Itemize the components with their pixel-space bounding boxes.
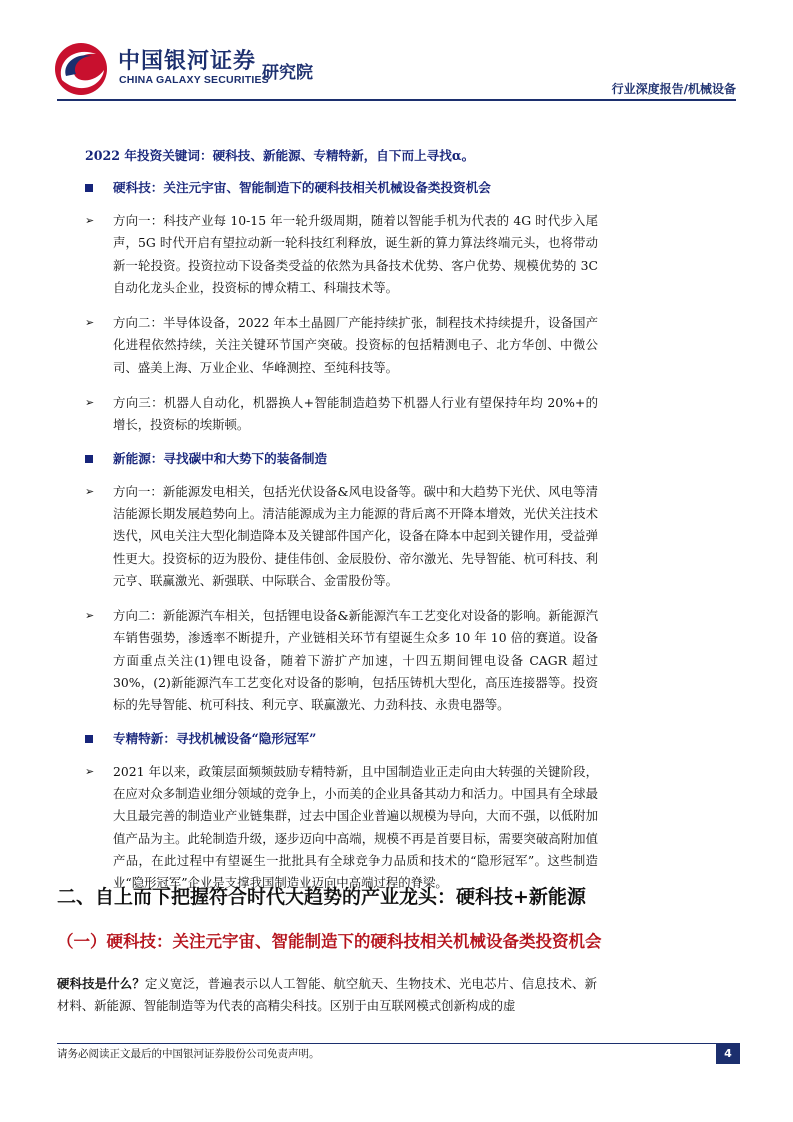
institute-label: 研究院	[262, 63, 313, 83]
bullet-item: ➢ 方向一：新能源发电相关，包括光伏设备&风电设备等。碳中和大趋势下光伏、风电等清洁能源长期发展趋势向上。清洁能源成为主力能源的背后离不开降本增效，光伏关注技术迭代，风电关注大型化制造降本及关键部件国产化，设备在降本中起到关键作用，受益弹性更大。投资标的迈为股份、捷佳伟创、金辰股份、帝尔激光、先导智能、杭可科技、利元亨、联赢激光、新强联、中际联合、金雷股份等。	[85, 481, 598, 592]
paragraph-text: 定义宽泛，普遍表示以人工智能、航空航天、生物技术、光电芯片、信息技术、新材料、新能源、智能制造等为代表的高精尖科技。区别于由互联网模式创新构成的虚	[57, 976, 598, 1014]
company-name-cn: 中国银河证券	[118, 49, 257, 74]
bullet-item: ➢ 方向一：科技产业每 10-15 年一轮升级周期，随着以智能手机为代表的 4G 时代步入尾声，5G 时代开启有望拉动新一轮科技红利释放，诞生新的算力算法终端元头，也将带动新一轮投资。投资拉动下设备类受益的依然为具备技术优势、客户优势、规模优势的 3C 自动化龙头企业，投资标的博众精工、科瑞技术等。	[85, 210, 598, 299]
body-paragraph	[57, 973, 597, 1017]
report-body	[85, 147, 598, 907]
bullet-item: ➢ 方向三：机器人自动化，机器换人+智能制造趋势下机器人行业有望保持年均 20%+的增长，投资标的埃斯顿。	[85, 392, 598, 437]
report-type: 行业深度报告/机械设备	[611, 82, 736, 96]
galaxy-logo-icon	[52, 40, 110, 98]
arrow-bullet-icon: ➢	[85, 609, 95, 623]
chapter-heading: 二、自上而下把握符合时代大趋势的产业龙头：硬科技+新能源	[57, 886, 586, 908]
square-bullet-icon	[85, 735, 93, 743]
section-heading: 新能源：寻找碳中和大势下的装备制造	[85, 450, 598, 468]
section-heading: 专精特新：寻找机械设备“隐形冠军”	[85, 730, 598, 748]
bullet-item: ➢ 方向二：新能源汽车相关，包括锂电设备&新能源汽车工艺变化对设备的影响。新能源汽车销售强势，渗透率不断提升，产业链相关环节有望诞生众多 10 年 10 倍的赛道。设备方面重点关注(1)锂电设备，随着下游扩产加速，十四五期间锂电设备 CAGR 超过 30%，(2)新能源汽车工艺变化对设备的影响，包括压铸机大型化，高压连接器等。投资标的先导智能、杭可科技、利元亨、联赢激光、力劲科技、永贵电器等。	[85, 605, 598, 716]
header-divider	[57, 99, 736, 101]
bullet-item: ➢ 方向二：半导体设备，2022 年本土晶圆厂产能持续扩张，制程技术持续提升，设备国产化进程依然持续，关注关键环节国产突破。投资标的包括精测电子、北方华创、中微公司、盛美上海、万业企业、华峰测控、至纯科技等。	[85, 312, 598, 379]
subsection-heading: （一）硬科技：关注元宇宙、智能制造下的硬科技相关机械设备类投资机会	[57, 932, 602, 951]
arrow-bullet-icon: ➢	[85, 764, 95, 778]
square-bullet-icon	[85, 184, 93, 192]
square-bullet-icon	[85, 455, 93, 463]
arrow-bullet-icon: ➢	[85, 396, 95, 410]
arrow-bullet-icon: ➢	[85, 484, 95, 498]
bullet-item: ➢ 2021 年以来，政策层面频频鼓励专精特新，且中国制造业正走向由大转强的关键阶段，在应对众多制造业细分领域的竞争上，小而美的企业具备其动力和活力。中国具有全球最大且最完善的制造业产业链集群，过去中国企业普遍以规模为导向，大而不强，以低附加值产品为主。此轮制造升级，逐步迈向中高端，规模不再是首要目标，需要突破高附加值产品，在此过程中有望诞生一批批具有全球竞争力品质和技术的“隐形冠军”。这些制造业“隐形冠军”企业是支撑我国制造业迈向中高端过程的脊梁。	[85, 761, 598, 895]
keywords-line: 2022 年投资关键词：硬科技、新能源、专精特新，自下而上寻找α。	[85, 148, 475, 163]
arrow-bullet-icon: ➢	[85, 214, 95, 227]
arrow-bullet-icon: ➢	[85, 316, 95, 330]
page-number: 4	[716, 1043, 740, 1064]
footer-disclaimer: 请务必阅读正文最后的中国银河证券股份公司免责声明。	[57, 1048, 320, 1060]
paragraph-lead: 硬科技是什么？	[57, 976, 145, 992]
section-heading: 硬科技：关注元宇宙、智能制造下的硬科技相关机械设备类投资机会	[85, 179, 598, 197]
footer-divider	[57, 1043, 725, 1044]
company-name-en: CHINA GALAXY SECURITIES	[119, 74, 269, 86]
